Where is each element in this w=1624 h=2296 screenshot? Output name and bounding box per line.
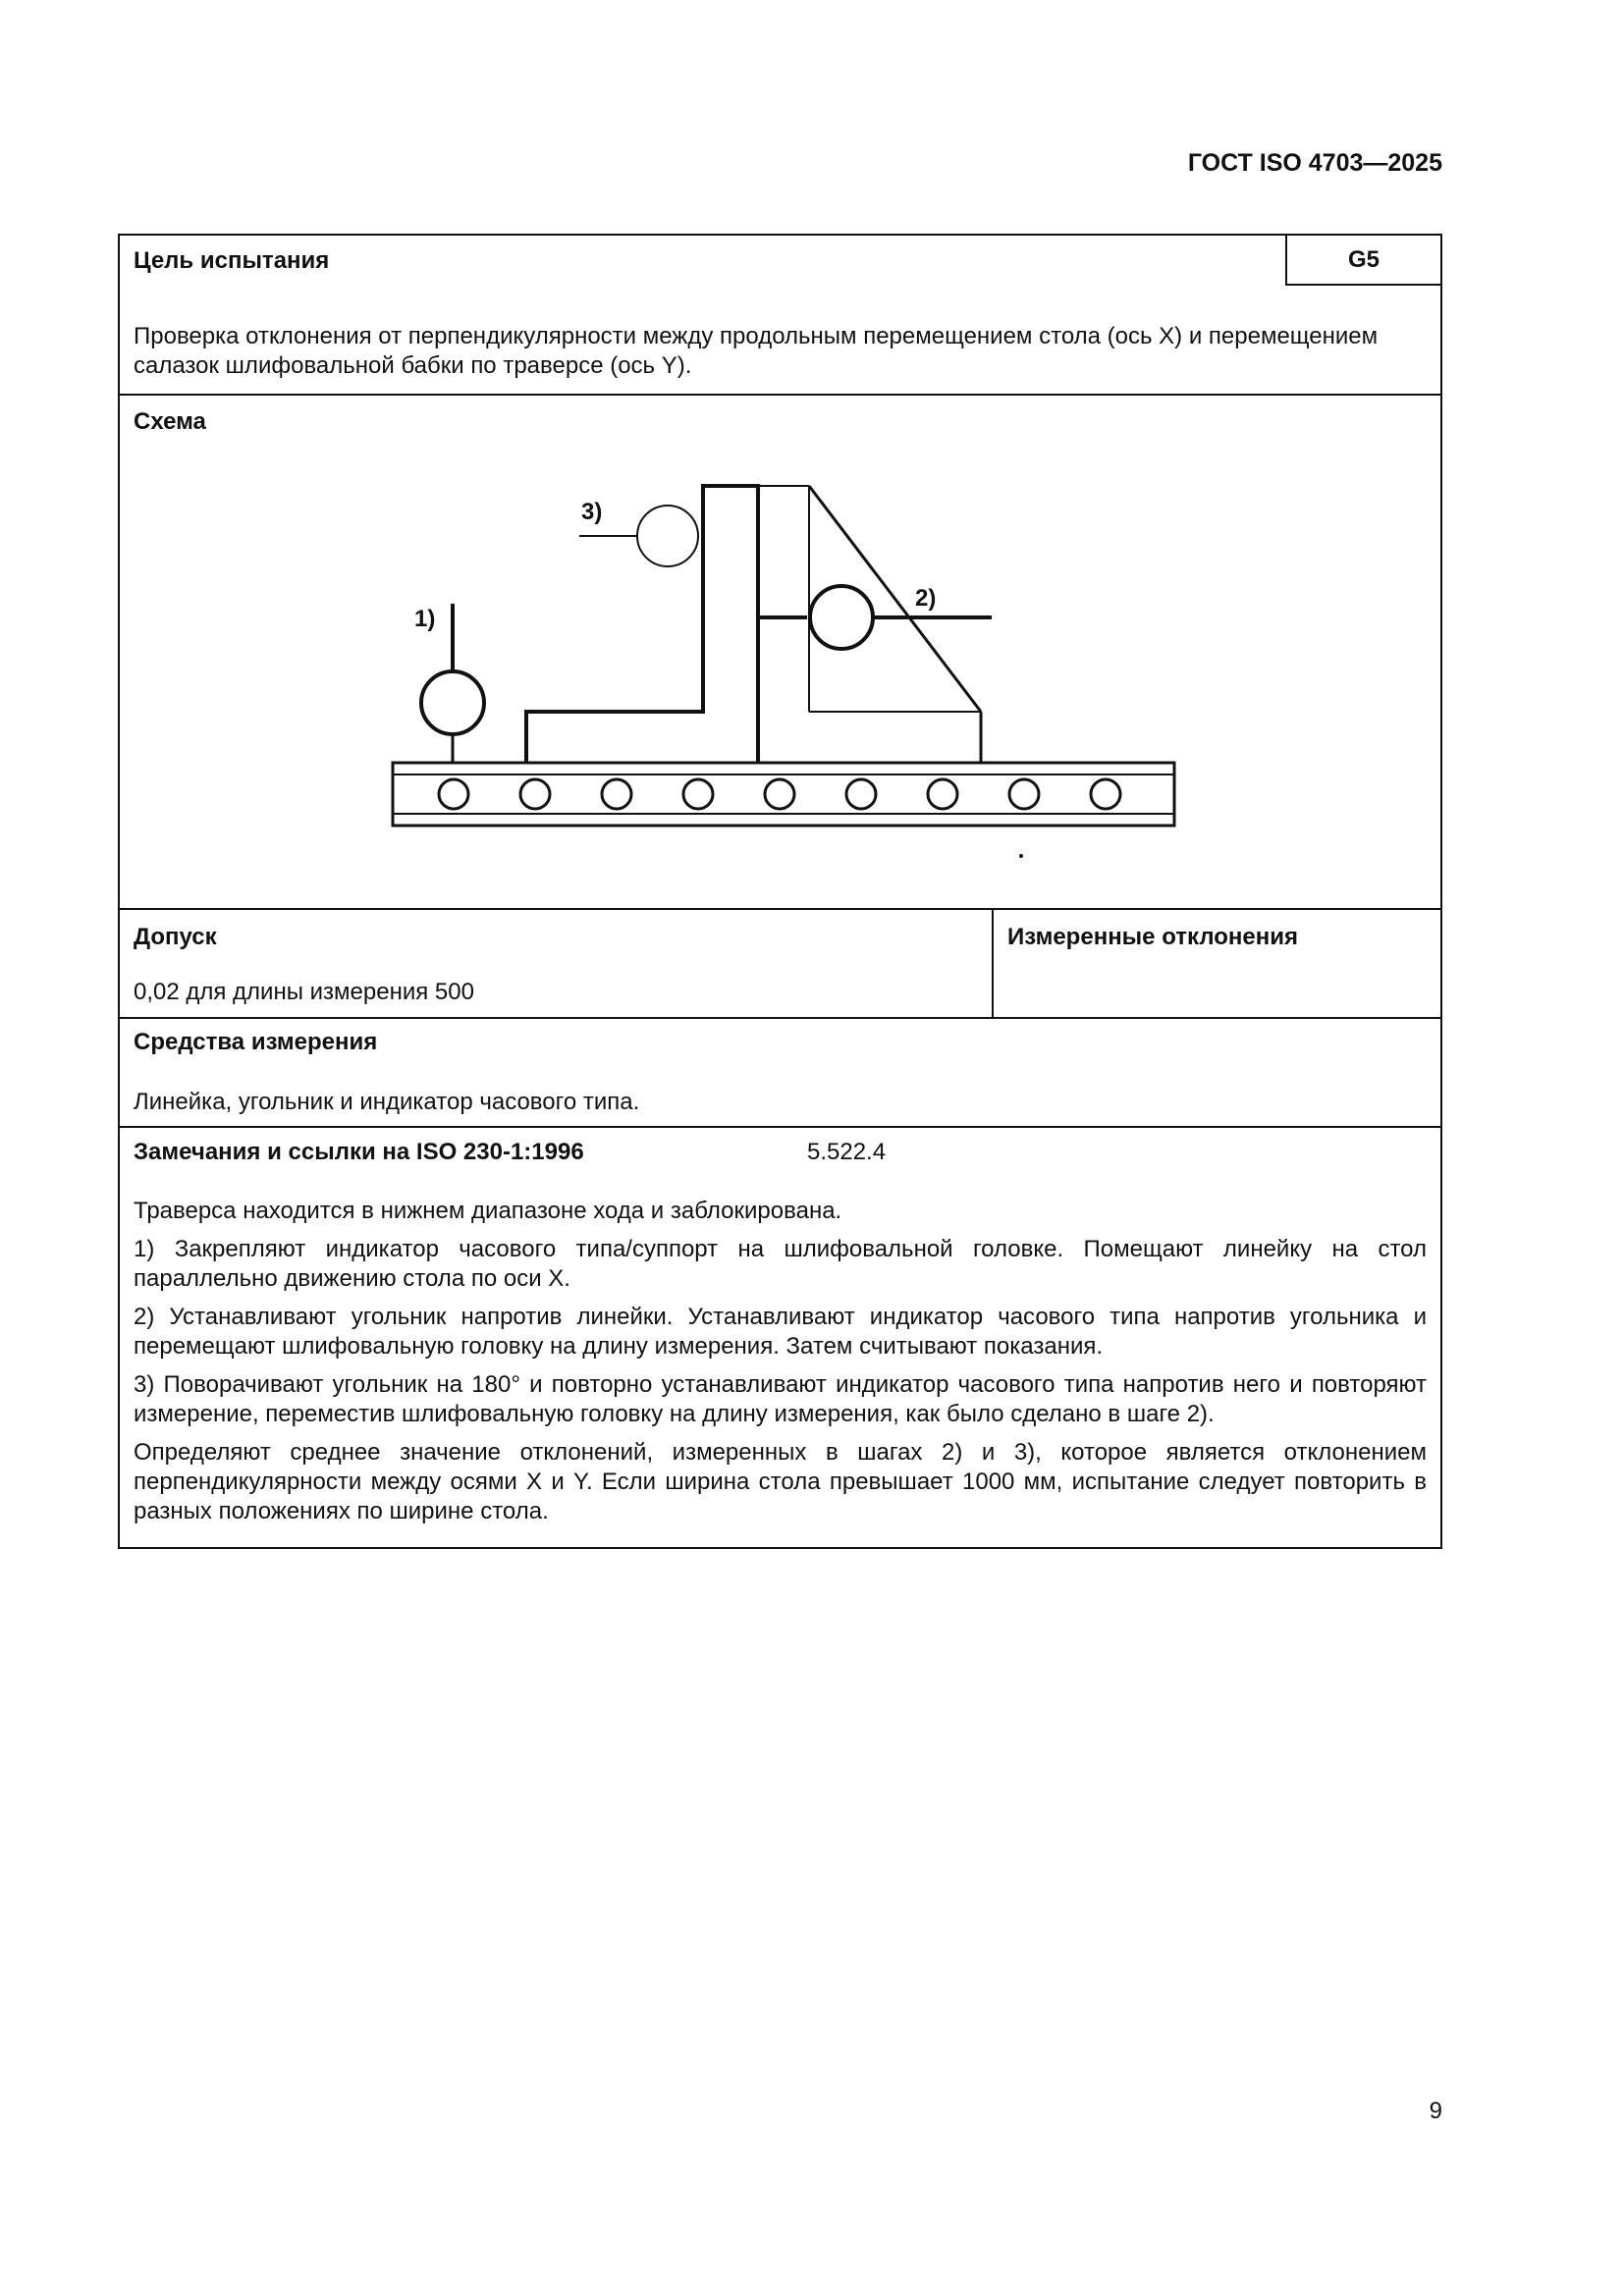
notes-heading: Замечания и ссылки на ISO 230-1:1996: [134, 1139, 584, 1165]
test-sheet-table: [118, 234, 1442, 1549]
label-2: 2): [915, 585, 937, 612]
dot-mark: [1019, 854, 1023, 858]
notes-reference: 5.522.4: [807, 1139, 887, 1165]
measuring-instruments-section: [120, 1019, 1440, 1128]
table-hole: [1009, 779, 1039, 809]
label-3: 3): [581, 499, 603, 525]
notes-section: [120, 1128, 1440, 1547]
table-hole: [1091, 779, 1120, 809]
table-hole: [602, 779, 631, 809]
purpose-text: Проверка отклонения от перпендикулярности между продольным перемещением стола (ось X) и перемещением салазок шлифовальной бабки по траверсе (ось Y).: [134, 323, 1379, 379]
measured-deviation-heading: Измеренные отклонения: [1007, 924, 1299, 950]
label-1: 1): [414, 606, 436, 632]
table-holes: [439, 779, 1120, 809]
standard-code: ГОСТ ISO 4703—2025: [1187, 149, 1442, 177]
scheme-heading: Схема: [134, 408, 206, 435]
table-hole: [683, 779, 713, 809]
scheme-diagram: [120, 396, 1440, 908]
dial-indicator-3: [637, 506, 698, 566]
tolerance-value: 0,02 для длины измерения 500: [134, 979, 474, 1005]
notes-paragraph: Траверса находится в нижнем диапазоне хода и заблокирована.: [134, 1198, 842, 1224]
tolerance-section: [120, 910, 1440, 1019]
square-diagonal: [809, 486, 981, 712]
test-id-badge: G5: [1285, 236, 1440, 286]
notes-paragraph: Определяют среднее значение отклонений, измеренных в шагах 2) и 3), которое является отклонением перпендикулярности между осями X и Y. Если ширина стола превышает 1000 мм, испытание следует повторить в разных положениях по ширине стола.: [134, 1439, 1427, 1524]
notes-paragraph: 1) Закрепляют индикатор часового типа/суппорт на шлифовальной головке. Помещают линейку на стол параллельно движению стола по оси X.: [134, 1236, 1427, 1292]
table-hole: [846, 779, 876, 809]
table-hole: [439, 779, 468, 809]
table-hole: [520, 779, 550, 809]
dial-indicator-1: [421, 671, 484, 734]
notes-body: [134, 1197, 1427, 1526]
notes-paragraph: 3) Поворачивают угольник на 180° и повторно устанавливают индикатор часового типа напротив него и повторяют измерение, переместив шлифовальную головку на длину измерения, как было сделано в шаге 2).: [134, 1371, 1427, 1427]
dial-indicator-2: [810, 586, 873, 649]
measuring-text: Линейка, угольник и индикатор часового типа.: [134, 1089, 640, 1115]
measured-deviation-cell: [994, 910, 1440, 1017]
tolerance-heading: Допуск: [134, 924, 217, 950]
page-number: 9: [1429, 2098, 1442, 2124]
purpose-section: [120, 236, 1440, 396]
purpose-heading: Цель испытания: [134, 247, 330, 274]
notes-paragraph: 2) Устанавливают угольник напротив линейки. Устанавливают индикатор часового типа напротив угольника и перемещают шлифовальную головку на длину измерения. Затем считывают показания.: [134, 1304, 1427, 1360]
table-hole: [928, 779, 957, 809]
measuring-heading: Средства измерения: [134, 1029, 378, 1055]
machine-table: [393, 763, 1174, 826]
straightedge: [526, 486, 758, 763]
table-hole: [765, 779, 794, 809]
tolerance-cell: [120, 910, 994, 1017]
scheme-section: [120, 396, 1440, 910]
